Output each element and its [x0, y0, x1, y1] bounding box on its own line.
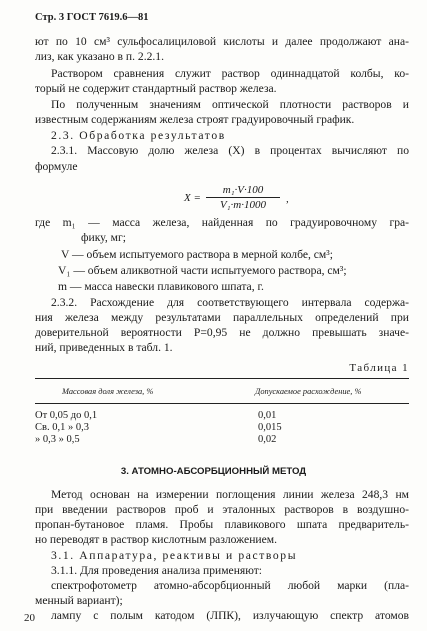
- text-line: но переводят в раствор кислотным разложением.: [35, 533, 277, 546]
- table-rule-top: [35, 378, 409, 379]
- text-line: менный вариант);: [35, 594, 123, 607]
- text-line: По полученным значениям оптической плотности растворов и: [51, 98, 409, 111]
- text-line: торый не содержит стандартный раствор железа.: [35, 82, 277, 95]
- text-line: m — масса навески плавикового шпата, г.: [58, 280, 264, 293]
- table-cell: Св. 0,1 » 0,3: [35, 422, 89, 433]
- text-line: V — объем испытуемого раствора в мерной колбе, см³;: [61, 248, 333, 261]
- formula-denominator: V₁·m·1000: [220, 199, 266, 211]
- table-header: Допускаемое расхождение, %: [255, 387, 362, 396]
- text-line: 2.3.1. Массовую долю железа (X) в процентах вычисляют по: [51, 144, 409, 157]
- table-cell: 0,02: [258, 434, 277, 445]
- table-cell: » 0,3 » 0,5: [35, 434, 80, 445]
- text-line: известным содержаниям железа строят градуировочный график.: [35, 113, 355, 126]
- text-line: V₁ — объем аликвотной части испытуемого раствора, см³;: [58, 264, 347, 277]
- page-number: 20: [24, 612, 35, 624]
- text-line: фику, мг;: [81, 231, 126, 244]
- text-line: где m₁ — масса железа, найденная по градуировочному гра-: [35, 216, 409, 229]
- text-line: при введении растворов проб и эталонных растворов в воздушно-: [35, 503, 409, 516]
- text-line: Раствором сравнения служит раствор одиннадцатой колбы, ко-: [51, 67, 409, 80]
- formula-numerator: m₁·V·100: [206, 184, 280, 198]
- text-line: формуле: [35, 160, 78, 173]
- text-line: 2.3.2. Расхождение для соответствующего интервала содержа-: [51, 296, 409, 309]
- text-line: доверительной вероятности P=0,95 не должно превышать значе-: [35, 326, 409, 339]
- table-cell: 0,01: [258, 410, 277, 421]
- text-line: 3.1.1. Для проведения анализа применяют:: [51, 564, 263, 577]
- formula-fraction: [206, 184, 280, 211]
- text-line: пропан-бутановое пламя. Пробы плавикового шпата предваритель-: [35, 518, 409, 531]
- table-cell: 0,015: [258, 422, 282, 433]
- text-line: лиз, как указано в п. 2.2.1.: [35, 50, 164, 63]
- page-header: Стр. 3 ГОСТ 7619.6—81: [35, 12, 149, 23]
- table-rule-head: [35, 403, 409, 404]
- text-line: лампу с полым катодом (ЛПК), излучающую спектр атомов: [51, 609, 409, 622]
- text-line: ют по 10 см³ сульфосалициловой кислоты и далее продолжают ана-: [35, 35, 409, 48]
- text-line: ний, приведенных в табл. 1.: [35, 341, 173, 354]
- formula-lhs: X =: [184, 192, 201, 204]
- text-line: Метод основан на измерении поглощения линии железа 248,3 нм: [51, 488, 409, 501]
- formula-trail: ,: [286, 193, 289, 205]
- table-caption: Таблица 1: [349, 362, 409, 374]
- subsection-heading: 2.3. Обработка результатов: [51, 129, 226, 142]
- text-line: ния железа между результатами параллельных определений при: [35, 311, 409, 324]
- subsection-heading: 3.1. Аппаратура, реактивы и растворы: [51, 549, 298, 562]
- table-cell: От 0,05 до 0,1: [35, 410, 98, 421]
- section-title: 3. АТОМНО-АБСОРБЦИОННЫЙ МЕТОД: [120, 466, 307, 477]
- formula: [184, 184, 314, 214]
- text-line: спектрофотометр атомно-абсорбционный любой марки (пла-: [51, 579, 409, 592]
- table-header: Массовая доля железа, %: [62, 387, 154, 396]
